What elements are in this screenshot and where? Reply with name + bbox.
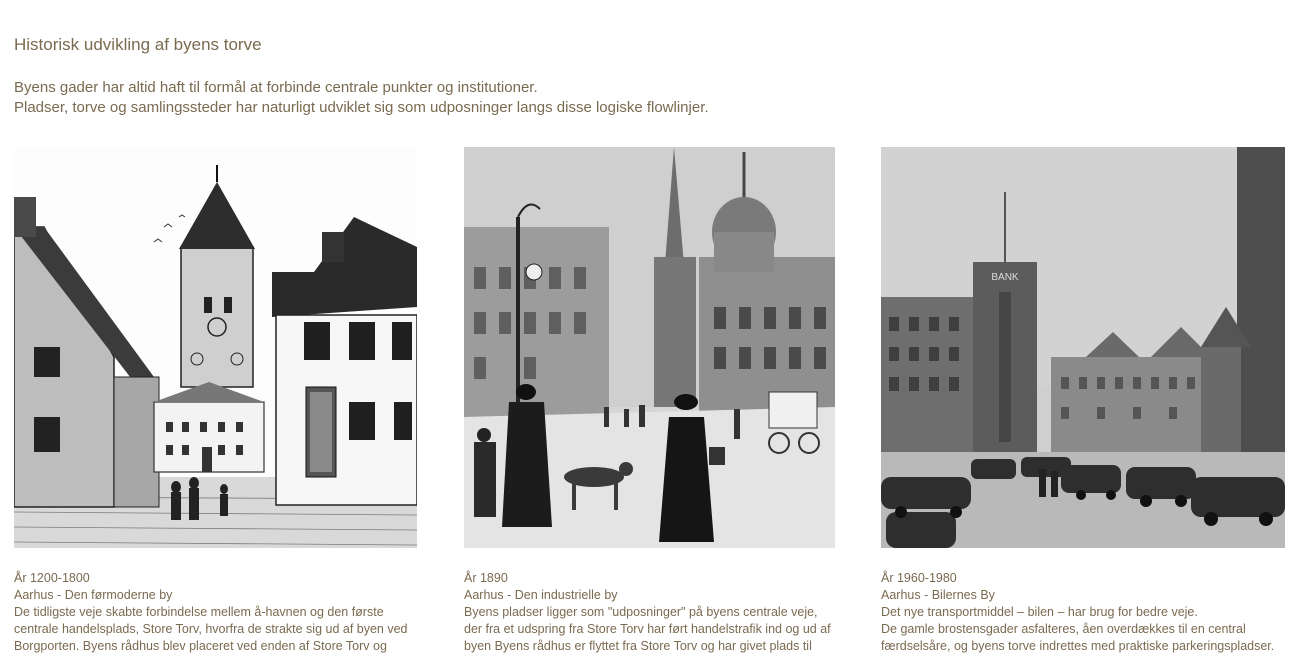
era-description-line: Borgporten. Byens rådhus blev placeret ved enden af Store Torv og [14, 639, 387, 653]
intro-line: Pladser, torve og samlingssteder har naturligt udviklet sig som udposninger langs disse logiske flowlinjer. [14, 99, 709, 116]
era-description-line: Det nye transportmiddel – bilen – har brug for bedre veje. [881, 605, 1198, 619]
era-caption [14, 570, 417, 655]
era-year: År 1960-1980 [881, 571, 957, 585]
photo-industrial-aarhus [464, 147, 835, 548]
era-subtitle: Aarhus - Den industrielle by [464, 588, 618, 602]
era-column-1960-1980 [881, 147, 1285, 655]
era-description-line: Byens pladser ligger som "udposninger" på byens centrale veje, [464, 605, 818, 619]
era-year: År 1200-1800 [14, 571, 90, 585]
era-description-line: der fra et udspring fra Store Torv har ført handelstrafik ind og ud af [464, 622, 831, 636]
era-year: År 1890 [464, 571, 508, 585]
photo-car-city-aarhus [881, 147, 1285, 548]
era-description-line: byen Byens rådhus er flyttet fra Store Torv og har givet plads til [464, 639, 812, 653]
page-title: Historisk udvikling af byens torve [14, 35, 262, 54]
era-description-line: centrale handelsplads, Store Torv, hvorfra de strakte sig ud af byen ved [14, 622, 408, 636]
bank-sign: BANK [991, 272, 1019, 283]
era-description-line: De tidligste veje skabte forbindelse mellem å-havnen og den første [14, 605, 384, 619]
era-caption [881, 570, 1285, 655]
era-description-line: De gamle brostensgader asfalteres, åen overdækkes til en central [881, 622, 1246, 636]
intro-line: Byens gader har altid haft til formål at forbinde centrale punkter og institutioner. [14, 79, 538, 96]
era-subtitle: Aarhus - Bilernes By [881, 588, 995, 602]
era-description-line: færdselsåre, og byens torve indrettes med praktiske parkeringspladser. [881, 639, 1275, 653]
sketch-image-old-aarhus [14, 147, 417, 548]
era-column-1890 [464, 147, 835, 655]
era-caption [464, 570, 835, 655]
era-subtitle: Aarhus - Den førmoderne by [14, 588, 173, 602]
era-column-1200-1800 [14, 147, 417, 655]
intro-text [14, 78, 709, 118]
